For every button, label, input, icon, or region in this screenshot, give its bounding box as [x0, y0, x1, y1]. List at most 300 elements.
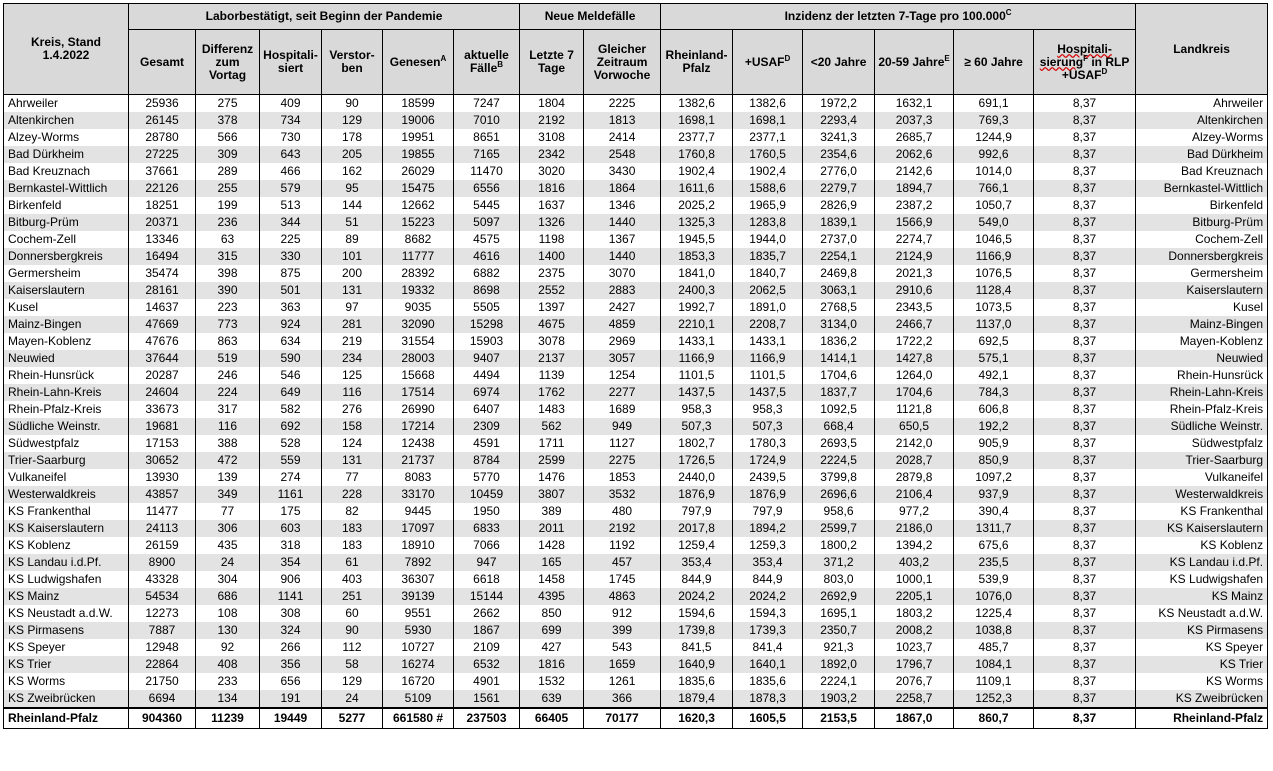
- cell-inzidenz-ab-60: 492,1: [954, 367, 1034, 384]
- cell-gesamt: 13930: [129, 469, 196, 486]
- cell-kreis: Cochem-Zell: [4, 231, 129, 248]
- cell-inzidenz-unter-20: 1839,1: [803, 214, 875, 231]
- cell-inzidenz-ab-60: 937,9: [954, 486, 1034, 503]
- cell-inzidenz-usaf: 797,9: [733, 503, 803, 520]
- cell-hospitalisiert: 225: [260, 231, 322, 248]
- cell-verstorben: 178: [322, 129, 383, 146]
- cell-inzidenz-rlp: 1853,3: [661, 248, 733, 265]
- header-differenz: Differenz zum Vortag: [196, 30, 260, 95]
- hosp-label-rest: in RLP +USAF: [1061, 54, 1130, 82]
- table-row: [4, 248, 1268, 265]
- cell-verstorben: 205: [322, 146, 383, 163]
- table-row: [4, 333, 1268, 350]
- table-row: [4, 129, 1268, 146]
- cell-inzidenz-20-59: 1894,7: [875, 180, 954, 197]
- cell-vorwoche: 1659: [584, 656, 661, 673]
- cell-inzidenz-ab-60: 575,1: [954, 350, 1034, 367]
- cell-kreis: Rhein-Hunsrück: [4, 367, 129, 384]
- cell-hospitalisierung: 8,37: [1034, 129, 1136, 146]
- cell-differenz: 130: [196, 622, 260, 639]
- cell-aktuelle-faelle: 947: [454, 554, 520, 571]
- cell-differenz: 255: [196, 180, 260, 197]
- cell-hospitalisierung: 8,37: [1034, 588, 1136, 605]
- cell-inzidenz-unter-20: 2776,0: [803, 163, 875, 180]
- cell-gesamt: 7887: [129, 622, 196, 639]
- cell-landkreis: KS Mainz: [1136, 588, 1268, 605]
- cell-differenz: 398: [196, 265, 260, 282]
- cell-inzidenz-ab-60: 1137,0: [954, 316, 1034, 333]
- cell-vorwoche: 1440: [584, 248, 661, 265]
- cell-hospitalisierung: 8,37: [1034, 418, 1136, 435]
- table-row: [4, 588, 1268, 605]
- cell-inzidenz-20-59: 2142,6: [875, 163, 954, 180]
- cell-differenz: 686: [196, 588, 260, 605]
- cell-gesamt: 47669: [129, 316, 196, 333]
- j2059-label: 20-59 Jahre: [878, 54, 945, 69]
- cell-vorwoche: 1254: [584, 367, 661, 384]
- cell-inzidenz-20-59: 2910,6: [875, 282, 954, 299]
- cell-inzidenz-usaf: 2377,1: [733, 129, 803, 146]
- cell-inzidenz-ab-60: 992,6: [954, 146, 1034, 163]
- cell-hospitalisiert: 656: [260, 673, 322, 690]
- cell-inzidenz-rlp: 2400,3: [661, 282, 733, 299]
- total-cell-gesamt: 904360: [129, 708, 196, 729]
- cell-inzidenz-unter-20: 1972,2: [803, 95, 875, 113]
- cell-inzidenz-rlp: 1433,1: [661, 333, 733, 350]
- table-row: [4, 571, 1268, 588]
- total-cell-inzidenz-20-59: 1867,0: [875, 708, 954, 729]
- table-row: [4, 265, 1268, 282]
- cell-gesamt: 18251: [129, 197, 196, 214]
- cell-gesamt: 24113: [129, 520, 196, 537]
- cell-letzte-7-tage: 165: [520, 554, 584, 571]
- cell-genesen: 9445: [383, 503, 454, 520]
- cell-hospitalisiert: 466: [260, 163, 322, 180]
- cell-hospitalisiert: 308: [260, 605, 322, 622]
- cell-hospitalisiert: 356: [260, 656, 322, 673]
- cell-inzidenz-rlp: 507,3: [661, 418, 733, 435]
- cell-inzidenz-ab-60: 692,5: [954, 333, 1034, 350]
- cell-inzidenz-rlp: 1879,4: [661, 690, 733, 708]
- cell-inzidenz-rlp: 1841,0: [661, 265, 733, 282]
- cell-inzidenz-20-59: 1803,2: [875, 605, 954, 622]
- cell-landkreis: Rhein-Pfalz-Kreis: [1136, 401, 1268, 418]
- cell-aktuelle-faelle: 7066: [454, 537, 520, 554]
- cell-aktuelle-faelle: 1950: [454, 503, 520, 520]
- cell-genesen: 15475: [383, 180, 454, 197]
- cell-landkreis: KS Trier: [1136, 656, 1268, 673]
- cell-gesamt: 14637: [129, 299, 196, 316]
- cell-verstorben: 51: [322, 214, 383, 231]
- cell-inzidenz-rlp: 958,3: [661, 401, 733, 418]
- cell-inzidenz-rlp: 2017,8: [661, 520, 733, 537]
- cell-aktuelle-faelle: 6618: [454, 571, 520, 588]
- cell-differenz: 378: [196, 112, 260, 129]
- cell-hospitalisierung: 8,37: [1034, 316, 1136, 333]
- cell-inzidenz-unter-20: 2696,6: [803, 486, 875, 503]
- covid-statistics-table: [3, 3, 1268, 729]
- cell-inzidenz-rlp: 2440,0: [661, 469, 733, 486]
- cell-inzidenz-20-59: 2037,3: [875, 112, 954, 129]
- cell-genesen: 19951: [383, 129, 454, 146]
- cell-aktuelle-faelle: 2109: [454, 639, 520, 656]
- cell-genesen: 16720: [383, 673, 454, 690]
- cell-inzidenz-usaf: 1891,0: [733, 299, 803, 316]
- cell-differenz: 246: [196, 367, 260, 384]
- cell-kreis: Westerwaldkreis: [4, 486, 129, 503]
- table-row: [4, 486, 1268, 503]
- header-gleicher-zeitraum: Gleicher Zeitraum Vorwoche: [584, 30, 661, 95]
- cell-kreis: Südliche Weinstr.: [4, 418, 129, 435]
- table-row: [4, 673, 1268, 690]
- header-group-inzidenz: [661, 4, 1136, 30]
- aktuelle-label: aktuelle Fälle: [464, 48, 509, 75]
- cell-aktuelle-faelle: 9407: [454, 350, 520, 367]
- cell-inzidenz-unter-20: 2350,7: [803, 622, 875, 639]
- cell-inzidenz-ab-60: 1311,7: [954, 520, 1034, 537]
- cell-aktuelle-faelle: 6407: [454, 401, 520, 418]
- cell-vorwoche: 2414: [584, 129, 661, 146]
- cell-hospitalisierung: 8,37: [1034, 554, 1136, 571]
- cell-inzidenz-20-59: 2008,2: [875, 622, 954, 639]
- cell-verstorben: 219: [322, 333, 383, 350]
- cell-genesen: 12662: [383, 197, 454, 214]
- cell-letzte-7-tage: 2011: [520, 520, 584, 537]
- cell-kreis: Alzey-Worms: [4, 129, 129, 146]
- cell-aktuelle-faelle: 7010: [454, 112, 520, 129]
- table-row: [4, 690, 1268, 708]
- cell-verstorben: 24: [322, 690, 383, 708]
- cell-hospitalisiert: 649: [260, 384, 322, 401]
- cell-gesamt: 20287: [129, 367, 196, 384]
- cell-inzidenz-rlp: 1802,7: [661, 435, 733, 452]
- cell-kreis: Rhein-Lahn-Kreis: [4, 384, 129, 401]
- table-row: [4, 214, 1268, 231]
- cell-gesamt: 47676: [129, 333, 196, 350]
- cell-gesamt: 22126: [129, 180, 196, 197]
- table-row: [4, 554, 1268, 571]
- cell-verstorben: 60: [322, 605, 383, 622]
- cell-inzidenz-rlp: 1876,9: [661, 486, 733, 503]
- cell-verstorben: 112: [322, 639, 383, 656]
- cell-vorwoche: 1864: [584, 180, 661, 197]
- cell-kreis: Mayen-Koblenz: [4, 333, 129, 350]
- cell-vorwoche: 1346: [584, 197, 661, 214]
- cell-hospitalisiert: 528: [260, 435, 322, 452]
- cell-verstorben: 101: [322, 248, 383, 265]
- cell-inzidenz-rlp: 1166,9: [661, 350, 733, 367]
- cell-hospitalisiert: 730: [260, 129, 322, 146]
- cell-kreis: Bitburg-Prüm: [4, 214, 129, 231]
- cell-hospitalisierung: 8,37: [1034, 214, 1136, 231]
- cell-hospitalisiert: 409: [260, 95, 322, 113]
- cell-inzidenz-ab-60: 675,6: [954, 537, 1034, 554]
- cell-hospitalisiert: 582: [260, 401, 322, 418]
- cell-verstorben: 124: [322, 435, 383, 452]
- cell-hospitalisierung: 8,37: [1034, 469, 1136, 486]
- cell-letzte-7-tage: 2192: [520, 112, 584, 129]
- cell-verstorben: 125: [322, 367, 383, 384]
- cell-differenz: 108: [196, 605, 260, 622]
- cell-vorwoche: 3057: [584, 350, 661, 367]
- cell-verstorben: 183: [322, 537, 383, 554]
- cell-differenz: 116: [196, 418, 260, 435]
- table-row: [4, 639, 1268, 656]
- cell-aktuelle-faelle: 15903: [454, 333, 520, 350]
- cell-inzidenz-usaf: 1101,5: [733, 367, 803, 384]
- total-cell-verstorben: 5277: [322, 708, 383, 729]
- cell-vorwoche: 912: [584, 605, 661, 622]
- total-cell-letzte-7-tage: 66405: [520, 708, 584, 729]
- cell-inzidenz-20-59: 1722,2: [875, 333, 954, 350]
- cell-letzte-7-tage: 1816: [520, 656, 584, 673]
- cell-vorwoche: 2192: [584, 520, 661, 537]
- cell-letzte-7-tage: 1637: [520, 197, 584, 214]
- cell-vorwoche: 3070: [584, 265, 661, 282]
- cell-inzidenz-20-59: 2879,8: [875, 469, 954, 486]
- cell-inzidenz-rlp: 841,5: [661, 639, 733, 656]
- cell-inzidenz-rlp: 1902,4: [661, 163, 733, 180]
- cell-genesen: 28003: [383, 350, 454, 367]
- cell-inzidenz-rlp: 1259,4: [661, 537, 733, 554]
- cell-inzidenz-rlp: 1640,9: [661, 656, 733, 673]
- cell-genesen: 16274: [383, 656, 454, 673]
- cell-aktuelle-faelle: 15298: [454, 316, 520, 333]
- cell-aktuelle-faelle: 6974: [454, 384, 520, 401]
- cell-hospitalisiert: 501: [260, 282, 322, 299]
- cell-inzidenz-unter-20: 1695,1: [803, 605, 875, 622]
- cell-landkreis: Cochem-Zell: [1136, 231, 1268, 248]
- cell-letzte-7-tage: 1198: [520, 231, 584, 248]
- cell-hospitalisierung: 8,37: [1034, 299, 1136, 316]
- cell-genesen: 19855: [383, 146, 454, 163]
- header-letzte-7-tage: Letzte 7 Tage: [520, 30, 584, 95]
- cell-inzidenz-unter-20: 2599,7: [803, 520, 875, 537]
- cell-inzidenz-usaf: 844,9: [733, 571, 803, 588]
- cell-kreis: Donnersbergkreis: [4, 248, 129, 265]
- table-row: [4, 520, 1268, 537]
- cell-differenz: 275: [196, 95, 260, 113]
- cell-inzidenz-unter-20: 1836,2: [803, 333, 875, 350]
- cell-kreis: Südwestpfalz: [4, 435, 129, 452]
- cell-hospitalisiert: 559: [260, 452, 322, 469]
- cell-differenz: 408: [196, 656, 260, 673]
- cell-inzidenz-ab-60: 784,3: [954, 384, 1034, 401]
- cell-hospitalisierung: 8,37: [1034, 384, 1136, 401]
- table-row: [4, 146, 1268, 163]
- cell-hospitalisiert: 924: [260, 316, 322, 333]
- table-row: [4, 435, 1268, 452]
- cell-inzidenz-unter-20: 2254,1: [803, 248, 875, 265]
- cell-vorwoche: 1689: [584, 401, 661, 418]
- cell-letzte-7-tage: 3807: [520, 486, 584, 503]
- cell-aktuelle-faelle: 5097: [454, 214, 520, 231]
- cell-gesamt: 8900: [129, 554, 196, 571]
- cell-letzte-7-tage: 2375: [520, 265, 584, 282]
- cell-letzte-7-tage: 4395: [520, 588, 584, 605]
- cell-inzidenz-20-59: 2028,7: [875, 452, 954, 469]
- cell-aktuelle-faelle: 2662: [454, 605, 520, 622]
- cell-hospitalisierung: 8,37: [1034, 95, 1136, 113]
- total-cell-inzidenz-usaf: 1605,5: [733, 708, 803, 729]
- cell-genesen: 15668: [383, 367, 454, 384]
- cell-genesen: 8682: [383, 231, 454, 248]
- cell-inzidenz-20-59: 1264,0: [875, 367, 954, 384]
- cell-verstorben: 234: [322, 350, 383, 367]
- cell-verstorben: 403: [322, 571, 383, 588]
- cell-hospitalisiert: 590: [260, 350, 322, 367]
- cell-inzidenz-usaf: 1902,4: [733, 163, 803, 180]
- cell-letzte-7-tage: 3020: [520, 163, 584, 180]
- table-row: [4, 469, 1268, 486]
- table-row: [4, 537, 1268, 554]
- cell-inzidenz-unter-20: 3241,3: [803, 129, 875, 146]
- cell-inzidenz-usaf: 1640,1: [733, 656, 803, 673]
- cell-differenz: 306: [196, 520, 260, 537]
- cell-landkreis: KS Pirmasens: [1136, 622, 1268, 639]
- cell-inzidenz-ab-60: 1097,2: [954, 469, 1034, 486]
- cell-hospitalisierung: 8,37: [1034, 537, 1136, 554]
- cell-inzidenz-20-59: 2186,0: [875, 520, 954, 537]
- cell-vorwoche: 2427: [584, 299, 661, 316]
- cell-aktuelle-faelle: 8698: [454, 282, 520, 299]
- cell-letzte-7-tage: 1476: [520, 469, 584, 486]
- cell-gesamt: 16494: [129, 248, 196, 265]
- cell-hospitalisierung: 8,37: [1034, 571, 1136, 588]
- cell-kreis: KS Mainz: [4, 588, 129, 605]
- cell-differenz: 24: [196, 554, 260, 571]
- cell-vorwoche: 1127: [584, 435, 661, 452]
- cell-inzidenz-ab-60: 1244,9: [954, 129, 1034, 146]
- cell-verstorben: 58: [322, 656, 383, 673]
- cell-genesen: 36307: [383, 571, 454, 588]
- cell-aktuelle-faelle: 4575: [454, 231, 520, 248]
- cell-verstorben: 276: [322, 401, 383, 418]
- cell-inzidenz-rlp: 2024,2: [661, 588, 733, 605]
- header-usaf: [733, 30, 803, 95]
- cell-verstorben: 116: [322, 384, 383, 401]
- cell-landkreis: Ahrweiler: [1136, 95, 1268, 113]
- cell-aktuelle-faelle: 11470: [454, 163, 520, 180]
- cell-verstorben: 200: [322, 265, 383, 282]
- cell-landkreis: KS Landau i.d.Pf.: [1136, 554, 1268, 571]
- cell-aktuelle-faelle: 5445: [454, 197, 520, 214]
- cell-hospitalisiert: 363: [260, 299, 322, 316]
- cell-inzidenz-ab-60: 1084,1: [954, 656, 1034, 673]
- cell-genesen: 26029: [383, 163, 454, 180]
- cell-inzidenz-unter-20: 3134,0: [803, 316, 875, 333]
- total-row: [4, 708, 1268, 729]
- cell-inzidenz-unter-20: 1903,2: [803, 690, 875, 708]
- cell-inzidenz-usaf: 1259,3: [733, 537, 803, 554]
- total-cell-vorwoche: 70177: [584, 708, 661, 729]
- cell-kreis: Trier-Saarburg: [4, 452, 129, 469]
- cell-inzidenz-unter-20: 371,2: [803, 554, 875, 571]
- cell-inzidenz-unter-20: 2354,6: [803, 146, 875, 163]
- cell-inzidenz-usaf: 1594,3: [733, 605, 803, 622]
- cell-gesamt: 43328: [129, 571, 196, 588]
- cell-inzidenz-rlp: 844,9: [661, 571, 733, 588]
- cell-genesen: 19332: [383, 282, 454, 299]
- cell-inzidenz-unter-20: 2293,4: [803, 112, 875, 129]
- cell-gesamt: 13346: [129, 231, 196, 248]
- cell-gesamt: 27225: [129, 146, 196, 163]
- cell-inzidenz-20-59: 1566,9: [875, 214, 954, 231]
- cell-inzidenz-usaf: 1835,6: [733, 673, 803, 690]
- cell-letzte-7-tage: 1400: [520, 248, 584, 265]
- cell-vorwoche: 1192: [584, 537, 661, 554]
- cell-kreis: KS Trier: [4, 656, 129, 673]
- cell-kreis: Birkenfeld: [4, 197, 129, 214]
- cell-hospitalisierung: 8,37: [1034, 605, 1136, 622]
- cell-genesen: 15223: [383, 214, 454, 231]
- cell-landkreis: Germersheim: [1136, 265, 1268, 282]
- cell-vorwoche: 1440: [584, 214, 661, 231]
- cell-hospitalisierung: 8,37: [1034, 673, 1136, 690]
- cell-inzidenz-20-59: 2142,0: [875, 435, 954, 452]
- cell-verstorben: 162: [322, 163, 383, 180]
- cell-inzidenz-usaf: 1835,7: [733, 248, 803, 265]
- cell-inzidenz-ab-60: 1046,5: [954, 231, 1034, 248]
- cell-hospitalisierung: 8,37: [1034, 401, 1136, 418]
- cell-letzte-7-tage: 427: [520, 639, 584, 656]
- cell-landkreis: Rhein-Hunsrück: [1136, 367, 1268, 384]
- cell-gesamt: 11477: [129, 503, 196, 520]
- cell-aktuelle-faelle: 4494: [454, 367, 520, 384]
- cell-hospitalisiert: 1141: [260, 588, 322, 605]
- cell-letzte-7-tage: 2552: [520, 282, 584, 299]
- cell-letzte-7-tage: 1326: [520, 214, 584, 231]
- cell-kreis: Ahrweiler: [4, 95, 129, 113]
- cell-hospitalisiert: 634: [260, 333, 322, 350]
- cell-gesamt: 35474: [129, 265, 196, 282]
- usaf-label: +USAF: [744, 54, 785, 69]
- cell-hospitalisiert: 175: [260, 503, 322, 520]
- cell-inzidenz-ab-60: 539,9: [954, 571, 1034, 588]
- cell-inzidenz-20-59: 2021,3: [875, 265, 954, 282]
- cell-hospitalisierung: 8,37: [1034, 265, 1136, 282]
- cell-inzidenz-usaf: 353,4: [733, 554, 803, 571]
- cell-gesamt: 43857: [129, 486, 196, 503]
- cell-inzidenz-ab-60: 1038,8: [954, 622, 1034, 639]
- cell-verstorben: 144: [322, 197, 383, 214]
- cell-landkreis: Trier-Saarburg: [1136, 452, 1268, 469]
- cell-hospitalisiert: 692: [260, 418, 322, 435]
- cell-letzte-7-tage: 1711: [520, 435, 584, 452]
- cell-landkreis: Südwestpfalz: [1136, 435, 1268, 452]
- cell-genesen: 7892: [383, 554, 454, 571]
- cell-inzidenz-usaf: 2439,5: [733, 469, 803, 486]
- cell-inzidenz-ab-60: 192,2: [954, 418, 1034, 435]
- cell-inzidenz-rlp: 1739,8: [661, 622, 733, 639]
- cell-hospitalisiert: 734: [260, 112, 322, 129]
- cell-inzidenz-usaf: 1724,9: [733, 452, 803, 469]
- inzidenz-footnote: C: [1005, 8, 1012, 17]
- table-row: [4, 418, 1268, 435]
- cell-hospitalisiert: 191: [260, 690, 322, 708]
- cell-gesamt: 19681: [129, 418, 196, 435]
- cell-vorwoche: 3532: [584, 486, 661, 503]
- cell-kreis: Bad Kreuznach: [4, 163, 129, 180]
- cell-differenz: 92: [196, 639, 260, 656]
- cell-genesen: 11777: [383, 248, 454, 265]
- cell-letzte-7-tage: 1483: [520, 401, 584, 418]
- cell-verstorben: 281: [322, 316, 383, 333]
- table-row: [4, 350, 1268, 367]
- cell-inzidenz-unter-20: 2224,5: [803, 452, 875, 469]
- cell-kreis: Germersheim: [4, 265, 129, 282]
- cell-differenz: 224: [196, 384, 260, 401]
